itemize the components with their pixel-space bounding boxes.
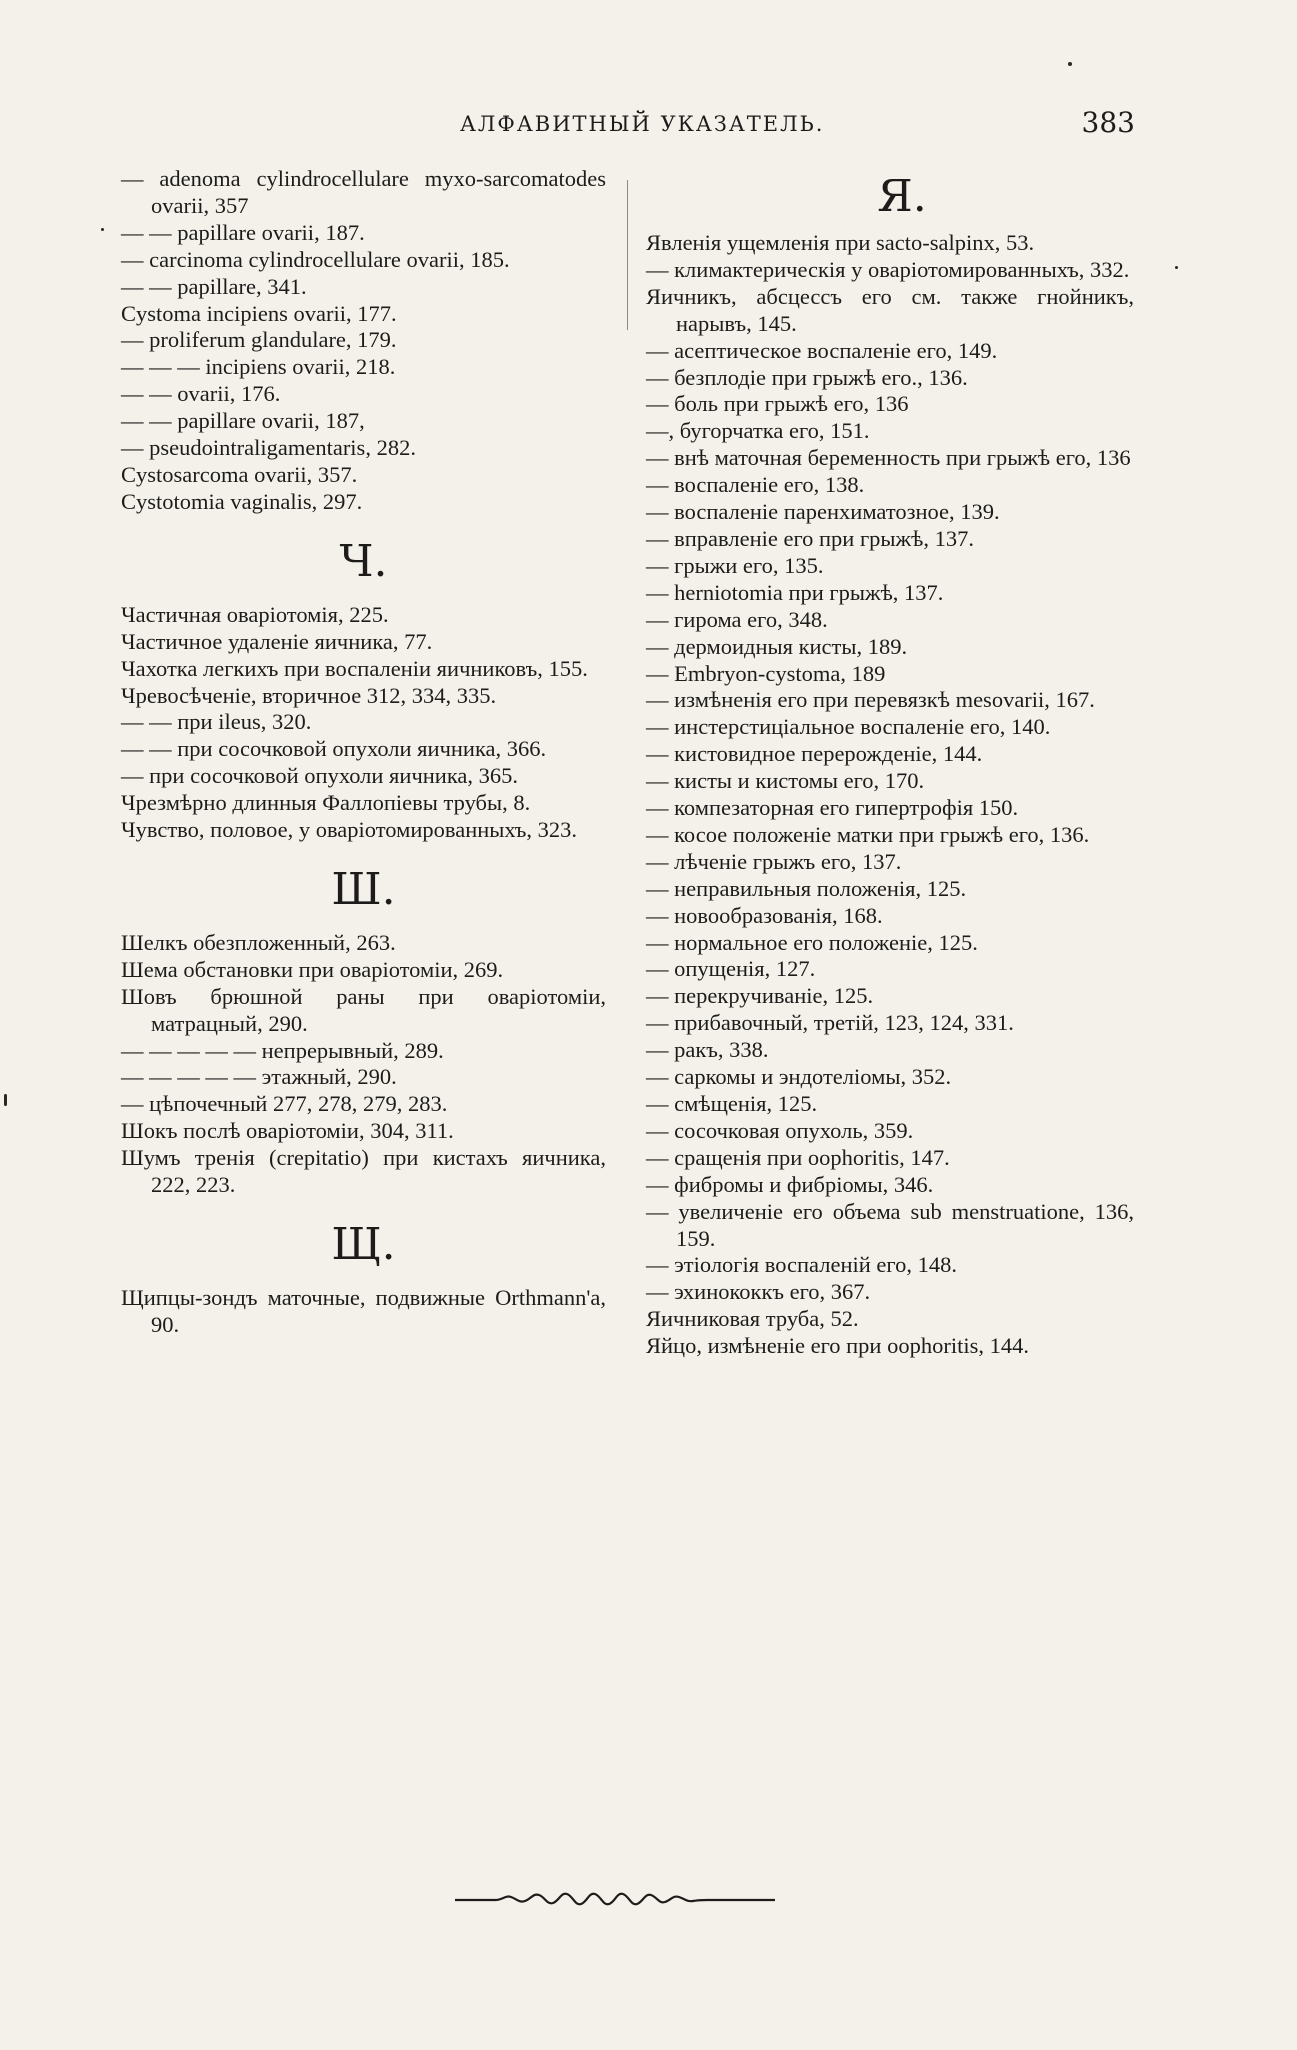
index-entry: — фибромы и фибріомы, 346. bbox=[646, 1171, 934, 1197]
index-entry: — вправленіе его при грыжѣ, 137. bbox=[646, 525, 974, 551]
index-entry: — — papillare ovarii, 187, bbox=[121, 408, 365, 434]
index-entry: Шема обстановки при оваріотоміи, 269. bbox=[121, 956, 504, 982]
index-entry: — прибавочный, третій, 123, 124, 331. bbox=[646, 1010, 1014, 1036]
index-entry: — эхинококкъ его, 367. bbox=[646, 1279, 871, 1305]
index-entry: — — papillare, 341. bbox=[121, 273, 307, 299]
index-entry: — этіологія воспаленій его, 148. bbox=[646, 1252, 957, 1278]
section-letter-ch: Ч. bbox=[339, 535, 388, 587]
index-entry: — proliferum glandulare, 179. bbox=[121, 327, 397, 353]
index-entry: — — ovarii, 176. bbox=[121, 381, 281, 407]
index-entry: — внѣ маточная беременность при грыжѣ его, 136 bbox=[646, 445, 1131, 471]
index-entry: — асептическое воспаленіе его, 149. bbox=[646, 337, 998, 363]
index-entry: — смѣщенія, 125. bbox=[646, 1091, 818, 1116]
index-entry: — — — incipiens ovarii, 218. bbox=[121, 354, 396, 380]
index-entry: Cystotomia vaginalis, 297. bbox=[121, 488, 363, 514]
index-entry: — кисты и кистомы его, 170. bbox=[646, 768, 925, 794]
index-entry: — увеличеніе его объема sub menstruatione, 136, 159. bbox=[646, 1198, 1134, 1251]
index-entry: — — — — — непрерывный, 289. bbox=[121, 1037, 444, 1063]
index-entry: — воспаленіе его, 138. bbox=[646, 472, 865, 498]
index-entry: — кистовидное перерожденіе, 144. bbox=[646, 741, 983, 767]
index-entry: Яйцо, измѣненіе его при oophoritis, 144. bbox=[646, 1333, 1029, 1359]
index-entry: Явленія ущемленія при sacto-salpinx, 53. bbox=[646, 230, 1035, 255]
index-entry: — измѣненія его при перевязкѣ mesovarii, 167. bbox=[646, 687, 1095, 713]
index-entry: — — — — — этажный, 290. bbox=[121, 1064, 397, 1090]
index-entry: — carcinoma cylindrocellulare ovarii, 185. bbox=[121, 246, 510, 272]
index-entry: — безплодіе при грыжѣ его., 136. bbox=[646, 364, 968, 390]
print-speck bbox=[1175, 266, 1178, 269]
index-entry: — pseudointraligamentaris, 282. bbox=[121, 435, 416, 461]
column-rule bbox=[627, 180, 628, 330]
index-entry: Яичниковая труба, 52. bbox=[646, 1306, 859, 1332]
print-speck bbox=[4, 1094, 7, 1106]
index-entry: — нормальное его положеніе, 125. bbox=[646, 929, 978, 955]
index-entry: — компезаторная его гипертрофія 150. bbox=[646, 795, 1019, 821]
index-entry: — herniotomia при грыжѣ, 137. bbox=[646, 579, 944, 605]
index-entry: — инстерстиціальное воспаленіе его, 140. bbox=[646, 714, 1051, 740]
running-head bbox=[460, 106, 1135, 146]
index-entry: Частичное удаленіе яичника, 77. bbox=[121, 628, 433, 654]
page-number: 383 bbox=[1081, 106, 1135, 139]
right-column bbox=[646, 166, 1134, 1360]
index-entry: — косое положеніе матки при грыжѣ его, 136. bbox=[646, 821, 1090, 847]
index-entry: — adenoma cylindrocellulare myxo-sarcomatodes ovarii, 357 bbox=[121, 166, 606, 218]
index-entry: —, бугорчатка его, 151. bbox=[646, 418, 870, 444]
left-column bbox=[121, 166, 606, 1339]
index-entry: — цѣпочечный 277, 278, 279, 283. bbox=[121, 1091, 448, 1117]
section-letter-sh: Ш. bbox=[331, 863, 396, 915]
index-entry: — — при сосочковой опухоли яичника, 366. bbox=[121, 736, 547, 762]
section-letter-ya: Я. bbox=[877, 171, 927, 222]
index-entry: Cystoma incipiens ovarii, 177. bbox=[121, 300, 397, 326]
index-entry: Шелкъ обезпложенный, 263. bbox=[121, 929, 396, 955]
print-speck bbox=[1068, 62, 1072, 66]
section-letter-shch: Щ. bbox=[331, 1219, 396, 1270]
running-title: АЛФАВИТНЫЙ УКАЗАТЕЛЬ. bbox=[460, 112, 825, 136]
index-entry: — новообразованія, 168. bbox=[646, 902, 883, 928]
index-entry: Яичникъ, абсцессъ его см. также гнойникъ, нарывъ, 145. bbox=[646, 283, 1134, 336]
index-entry: — ракъ, 338. bbox=[646, 1037, 769, 1063]
index-entry: — при сосочковой опухоли яичника, 365. bbox=[121, 763, 519, 789]
index-entry: Чрезмѣрно длинныя Фаллопіевы трубы, 8. bbox=[121, 790, 531, 816]
index-entry: Чахотка легкихъ при воспаленіи яичниковъ, 155. bbox=[121, 655, 588, 681]
index-entry: — саркомы и эндотеліомы, 352. bbox=[646, 1064, 952, 1090]
index-entry: Чревосѣченіе, вторичное 312, 334, 335. bbox=[121, 682, 497, 708]
index-entry: — сращенія при oophoritis, 147. bbox=[646, 1144, 950, 1170]
index-entry: — — papillare ovarii, 187. bbox=[121, 219, 365, 245]
index-entry: — неправильныя положенія, 125. bbox=[646, 875, 967, 901]
index-entry: — дермоидныя кисты, 189. bbox=[646, 633, 908, 659]
index-entry: Шокъ послѣ оваріотоміи, 304, 311. bbox=[121, 1118, 454, 1144]
index-entry: Cystosarcoma ovarii, 357. bbox=[121, 461, 358, 487]
print-speck bbox=[101, 228, 104, 231]
index-entry: — — при ileus, 320. bbox=[121, 709, 312, 735]
index-entry: — воспаленіе паренхиматозное, 139. bbox=[646, 499, 1000, 525]
index-entry: Шумъ тренія (crepitatio) при кистахъ яичника, 222, 223. bbox=[121, 1145, 606, 1198]
index-entry: — перекручиваніе, 125. bbox=[646, 983, 874, 1009]
index-entry: — Embryon-cystoma, 189 bbox=[646, 660, 886, 686]
index-entry: — климактерическія у оваріотомированныхъ, 332. bbox=[646, 256, 1130, 282]
index-entry: — грыжи его, 135. bbox=[646, 552, 824, 578]
index-entry: — гирома его, 348. bbox=[646, 606, 828, 632]
index-entry: Чувство, половое, у оваріотомированныхъ, 323. bbox=[121, 817, 578, 843]
index-entry: Шовъ брюшной раны при оваріотоміи, матрацный, 290. bbox=[121, 983, 606, 1036]
index-entry: Частичная оваріотомія, 225. bbox=[121, 601, 389, 627]
index-entry: — сосочковая опухоль, 359. bbox=[646, 1117, 914, 1143]
index-entry: — боль при грыжѣ его, 136 bbox=[646, 391, 909, 417]
wavy-ornament bbox=[455, 1888, 775, 1912]
index-entry: Щипцы-зондъ маточные, подвижные Orthmann'a, 90. bbox=[121, 1285, 606, 1337]
index-entry: — лѣченіе грыжъ его, 137. bbox=[646, 848, 902, 874]
index-entry: — опущенія, 127. bbox=[646, 956, 816, 982]
